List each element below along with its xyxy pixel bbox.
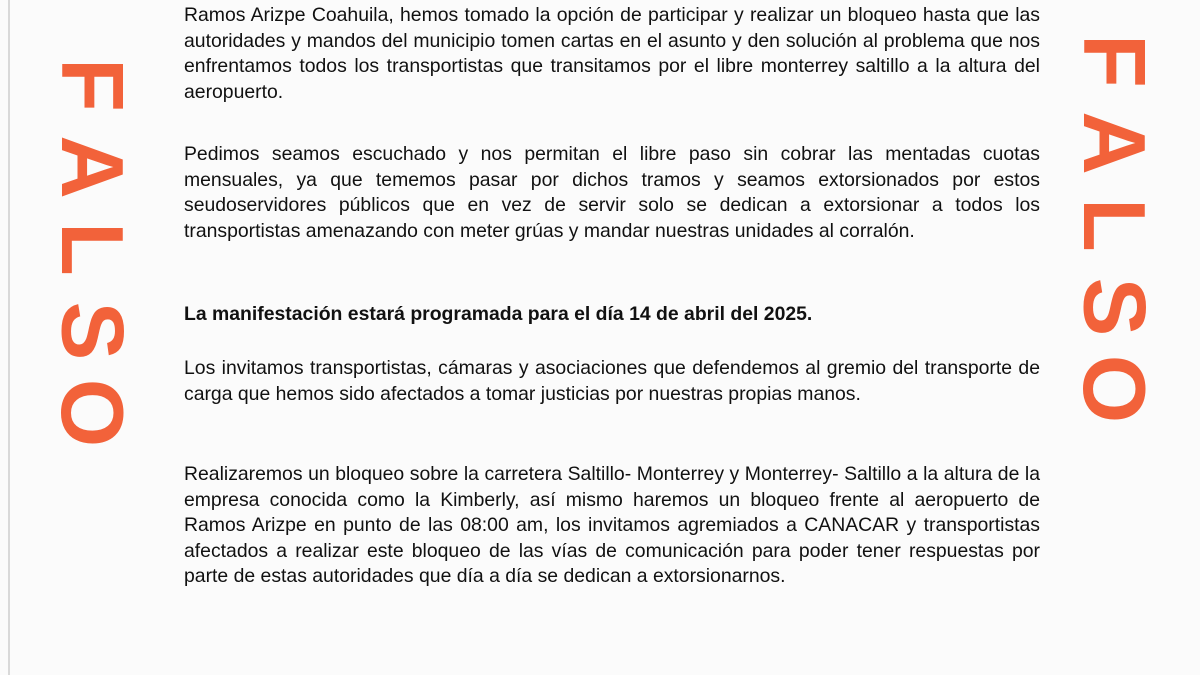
- falso-letter: O: [42, 378, 142, 448]
- falso-letter: L: [42, 222, 142, 276]
- falso-letter: L: [1064, 198, 1164, 252]
- falso-letter: S: [42, 301, 142, 361]
- paragraph-invitation: Los invitamos transportistas, cámaras y asociaciones que defendemos al gremio del transporte de carga que hemos sido afectados a tomar justicias por nuestras propias manos.: [184, 357, 1040, 405]
- paragraph-blockade-details: Realizaremos un bloqueo sobre la carretera Saltillo- Monterrey y Monterrey- Saltillo a la altura de la empresa conocida como la Kimberly, así mismo haremos un bloqueo frente al aeropuerto de Ramos Arizpe en punto de las 08:00 am, los invitamos agremiados a CANACAR y transportistas afectados a realizar este bloqueo de las vías de comunicación para poder tener respuestas por parte de estas autoridades que día a día se dedican a extorsionarnos.: [184, 463, 1040, 587]
- page-edge-line: [8, 0, 10, 675]
- paragraph-protest-date: La manifestación estará programada para el día 14 de abril del 2025.: [184, 303, 813, 325]
- paragraph-blockade-intro: Ramos Arizpe Coahuila, hemos tomado la opción de participar y realizar un bloqueo hasta que las autoridades y mandos del municipio tomen cartas en el asunto y den solución al problema que nos enfrentamos todos los transportistas que transitamos por el libre monterrey saltillo a la altura del aeropuerto.: [184, 4, 1040, 103]
- falso-stamp-left: [40, 44, 150, 454]
- falso-letter: O: [1064, 354, 1164, 424]
- falso-letter: A: [43, 135, 142, 199]
- falso-stamp-right: [1062, 20, 1172, 430]
- paragraph-extortion-complaint: Pedimos seamos escuchado y nos permitan el libre paso sin cobrar las mentadas cuotas mensuales, ya que tememos pasar por dichos tramos y seamos extorsionados por estos seudoservidores públicos que en vez de servir solo se dedican a extorsionar a todos los transportistas amenazando con meter grúas y mandar nuestras unidades al corralón.: [184, 143, 1040, 242]
- falso-letter: F: [1064, 34, 1164, 88]
- falso-letter: S: [1064, 277, 1164, 337]
- falso-letter: F: [42, 58, 142, 112]
- falso-letter: A: [1065, 111, 1164, 175]
